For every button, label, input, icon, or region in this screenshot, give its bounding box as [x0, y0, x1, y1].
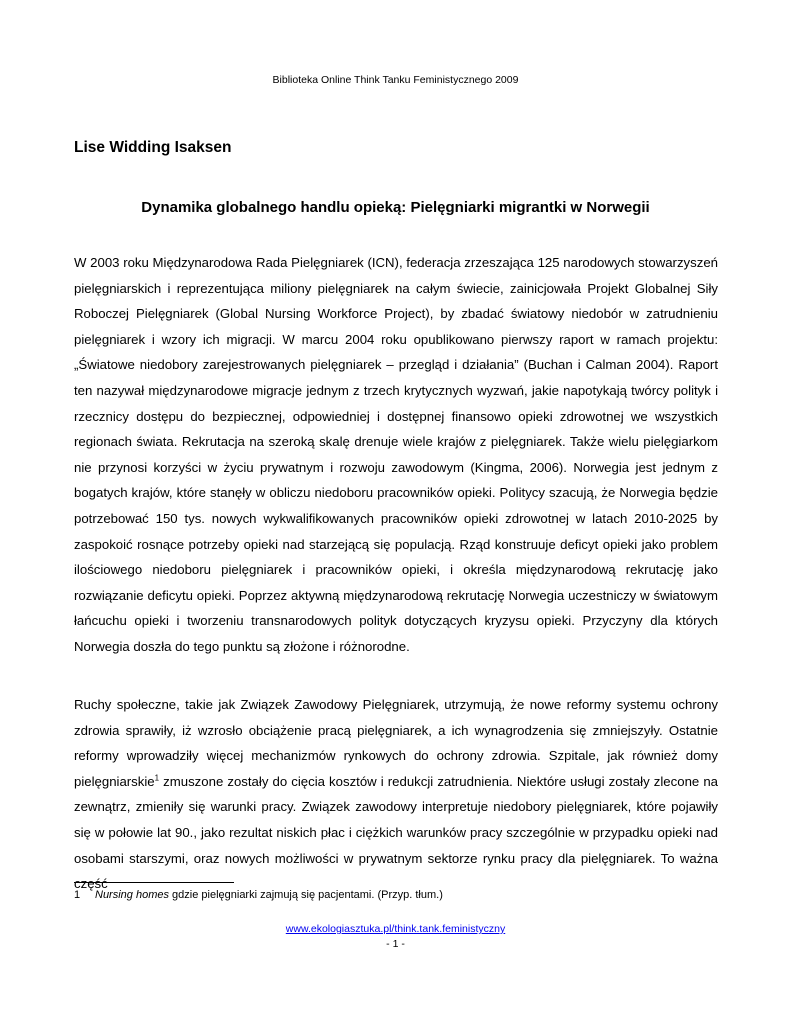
paragraph-2: [74, 692, 718, 897]
footnote: [74, 888, 718, 903]
paragraph-1: W 2003 roku Międzynarodowa Rada Pielęgniarek (ICN), federacja zrzeszająca 125 narodowych stowarzyszeń pielęgniarskich i reprezentująca miliony pielęgniarek na całym świecie, zainicjowała Projekt Globalnej Siły Roboczej Pielęgniarek (Global Nursing Workforce Project), by zbadać światowy niedobór w zatrudnieniu pielęgniarek i wzory ich migracji. W marcu 2004 roku opublikowano pierwszy raport w ramach projektu: „Światowe niedobory zarejestrowanych pielęgniarek – przegląd i działania” (Buchan i Calman 2004). Raport ten nazywał międzynarodowe migracje jednym z trzech krytycznych wyzwań, jakie napotykają twórcy polityk i rzecznicy dostępu do bezpiecznej, odpowiedniej i dostępnej finansowo opieki zdrowotnej we wszystkich regionach świata. Rekrutacja na szeroką skalę drenuje wiele krajów z pielęgniarek. Także wielu pielęgiarkom nie przynosi korzyści w życiu prywatnym i rozwoju zawodowym (Kingma, 2006). Norwegia jest jednym z bogatych krajów, które stanęły w obliczu niedoboru pracowników opieki. Politycy szacują, że Norwegia będzie potrzebować 150 tys. nowych wykwalifikowanych pracowników opieki zdrowotnej w latach 2010-2025 by zaspokoić rosnące potrzeby opieki nad starzejącą się populacją. Rząd konstruuje deficyt opieki jako problem ilościowego niedoboru pielęgniarek i pracowników opieki, i określa międzynarodową rekrutację jako rozwiązanie deficytu opieki. Poprzez aktywną międzynarodową rekrutację Norwegia uczestniczy w światowym łańcuchu opieki i tworzeniu transnarodowych polityk dotyczących kryzysu opieki. Przyczyny dla których Norwegia doszła do tego punktu są złożone i różnorodne.: [74, 255, 718, 654]
author-name: Lise Widding Isaksen: [74, 139, 232, 156]
footer-website-link[interactable]: www.ekologiasztuka.pl/think.tank.feministyczny: [285, 923, 506, 935]
page-number: - 1 -: [386, 938, 405, 950]
footnote-text: gdzie pielęgniarki zajmują się pacjentami. (Przyp. tłum.): [168, 889, 443, 901]
footnote-separator: [74, 882, 234, 883]
document-title: Dynamika globalnego handlu opieką: Pielęgniarki migrantki w Norwegii: [141, 199, 650, 216]
paragraph-2-text-b: zmuszone zostały do cięcia kosztów i redukcji zatrudnienia. Niektóre usługi zostały zlecone na zewnątrz, zmieniły się warunki pracy. Związek zawodowy interpretuje niedobory pielęgniarek, które pojawiły się w połowie lat 90., jako rezultat niskich płac i ciężkich warunków pracy szczególnie w przypadku opieki nad osobami starszymi, oraz nowych możliwości w prywatnym sektorze rynku pracy dla pielęgniarek. To ważna część: [74, 773, 718, 892]
footnote-ref[interactable]: 1: [154, 773, 160, 783]
page-header: Biblioteka Online Think Tanku Feministycznego 2009: [272, 74, 519, 86]
paragraph-2-text-a: Ruchy społeczne, takie jak Związek Zawodowy Pielęgniarek, utrzymują, że nowe reformy systemu ochrony zdrowia sprawiły, iż wzrosło obciążenie pracą pielęgniarek, a ich wynagrodzenia się zmniejszyły. Ostatnie reformy wprowadziły więcej mechanizmów rynkowych do ochrony zdrowia. Szpitale, jak również domy pielęgniarskie: [74, 697, 718, 789]
footnote-term: Nursing homes: [95, 889, 169, 901]
footer-link-container: [0, 922, 791, 936]
footnote-number: 1: [74, 889, 81, 901]
